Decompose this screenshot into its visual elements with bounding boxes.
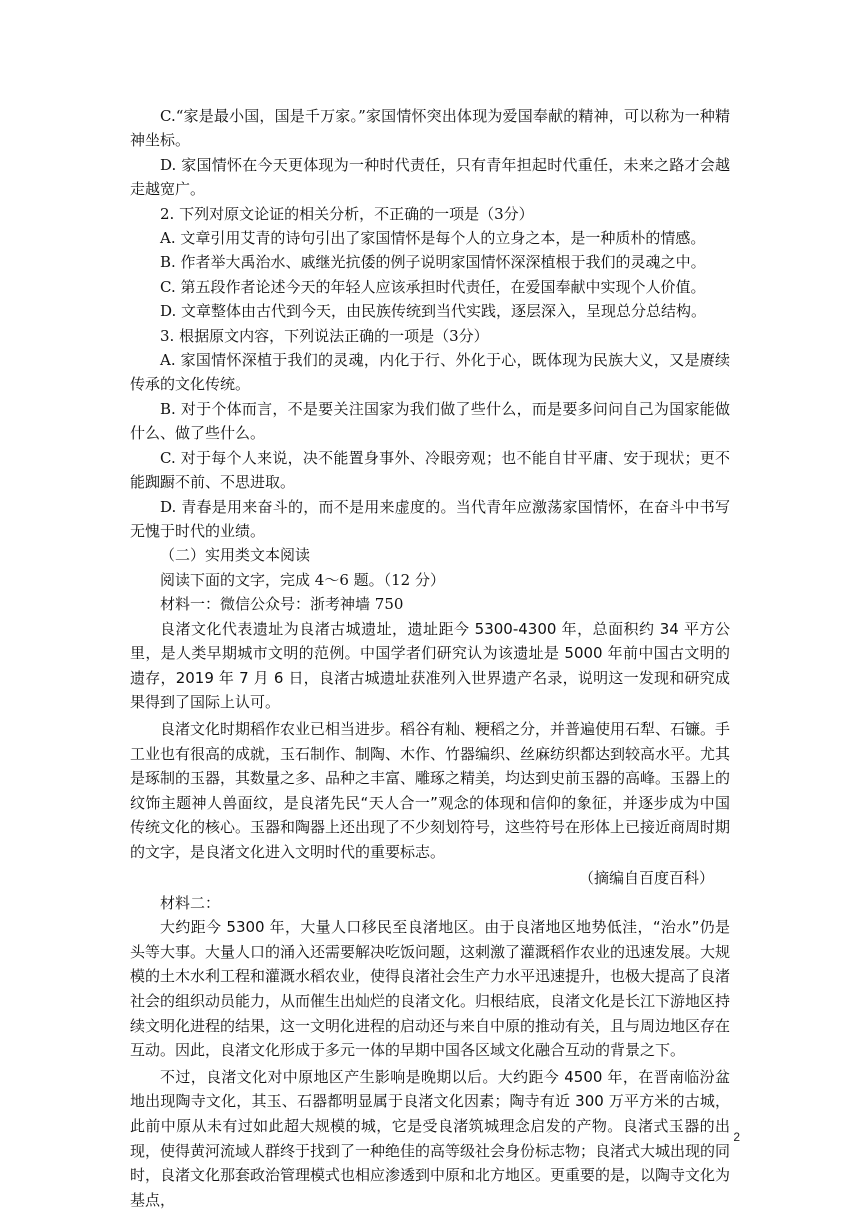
question-3: 3. 根据原文内容，下列说法正确的一项是（3分） — [160, 326, 489, 345]
reading-instruction: 阅读下面的文字，完成 4～6 题。（12 分） — [160, 570, 445, 589]
option-c-q2: C. 第五段作者论述今天的年轻人应该承担时代责任，在爱国奉献中实现个人价值。 — [160, 277, 706, 296]
option-d-q3: D. 青春是用来奋斗的，而不是用来虚度的。当代青年应激荡家国情怀，在奋斗中书写无愧于时代的业绩。 — [130, 497, 730, 540]
option-c-q3: C. 对于每个人来说，决不能置身事外、冷眼旁观；也不能自甘平庸、安于现状；更不能踟蹰不前、不思进取。 — [130, 448, 730, 492]
material-1-paragraph-1: 良渚文化代表遗址为良渚古城遗址，遗址距今 5300-4300 年，总面积约 34 平方公里，是人类早期城市文明的范例。中国学者们研究认为该遗址是 5000 年前中国古文明的遗存，2019 年 7 月 6 日，良渚古城遗址获准列入世界遗产名录，说明这一发现和研究成果得到了国际上认可。 — [130, 619, 730, 712]
option-d-q2: D. 文章整体由古代到今天，由民族传统到当代实践，逐层深入，呈现总分总结构。 — [160, 302, 707, 321]
option-a-q2: A. 文章引用艾青的诗句引出了家国情怀是每个人的立身之本，是一种质朴的情感。 — [160, 229, 706, 248]
material-2-paragraph-1: 大约距今 5300 年，大量人口移民至良渚地区。由于良渚地区地势低洼，“治水”仍是头等大事。大量人口的涌入还需要解决吃饭问题，这刺激了灌溉稻作农业的迅速发展。大规模的土木水利工程和灌溉水稻农业，使得良渚社会生产力水平迅速提升，也极大提高了良渚社会的组织动员能力，从而催生出灿烂的良渚文化。归根结底，良渚文化是长江下游地区持续文明化进程的结果，这一文明化进程的启动还与来自中原的推动有关，且与周边地区存在互动。因此，良渚文化形成于多元一体的早期中国各区域文化融合互动的背景之下。 — [130, 918, 731, 1060]
question-2: 2. 下列对原文论证的相关分析，不正确的一项是（3分） — [160, 204, 534, 223]
option-b-q3: B. 对于个体而言，不是要关注国家为我们做了些什么，而是要多问问自己为国家能做什么、做了些什么。 — [130, 399, 730, 443]
material-1-source: （摘编自百度百科） — [578, 869, 714, 888]
page-body — [130, 104, 730, 1212]
option-d-q1: D. 家国情怀在今天更体现为一种时代责任，只有青年担起时代重任，未来之路才会越走越宽广。 — [130, 155, 730, 199]
option-c-q1: C.“家是最小国，国是千万家。”家国情怀突出体现为爱国奉献的精神，可以称为一种精神坐标。 — [130, 107, 730, 150]
material-1-title: 材料一：微信公众号：浙考神墙 750 — [160, 595, 404, 614]
option-a-q3: A. 家国情怀深植于我们的灵魂，内化于行、外化于心，既体现为民族大义，又是赓续传承的文化传统。 — [130, 351, 730, 394]
material-2-paragraph-2: 不过，良渚文化对中原地区产生影响是晚期以后。大约距今 4500 年，在晋南临汾盆地出现陶寺文化，其玉、石器都明显属于良渚文化因素；陶寺有近 300 万平方米的古城，此前中原从未有过如此超大规模的城，它是受良渚筑城理念启发的产物。良渚式玉器的出现，使得黄河流域人群终于找到了一种绝佳的高等级社会身份标志物；良渚式大城出现的同时，良渚文化那套政治管理模式也相应渗透到中原和北方地区。更重要的是，以陶寺文化为基点， — [130, 1067, 731, 1209]
material-2-title: 材料二： — [160, 893, 221, 912]
material-1-paragraph-2: 良渚文化时期稻作农业已相当进步。稻谷有籼、粳稻之分，并普遍使用石犁、石镰。手工业也有很高的成就，玉石制作、制陶、木作、竹器编织、丝麻纺织都达到较高水平。尤其是琢制的玉器，其数量之多、品种之丰富、雕琢之精美，均达到史前玉器的高峰。玉器上的纹饰主题神人兽面纹，是良渚先民“天人合一”观念的体现和信仰的象征，并逐步成为中国传统文化的核心。玉器和陶器上还出现了不少刻划符号，这些符号在形体上已接近商周时期的文字，是良渚文化进入文明时代的重要标志。 — [130, 719, 731, 861]
page-number: 2 — [733, 1130, 740, 1144]
section-heading: （二）实用类文本阅读 — [160, 546, 311, 565]
option-b-q2: B. 作者举大禹治水、戚继光抗倭的例子说明家国情怀深深植根于我们的灵魂之中。 — [160, 253, 706, 272]
